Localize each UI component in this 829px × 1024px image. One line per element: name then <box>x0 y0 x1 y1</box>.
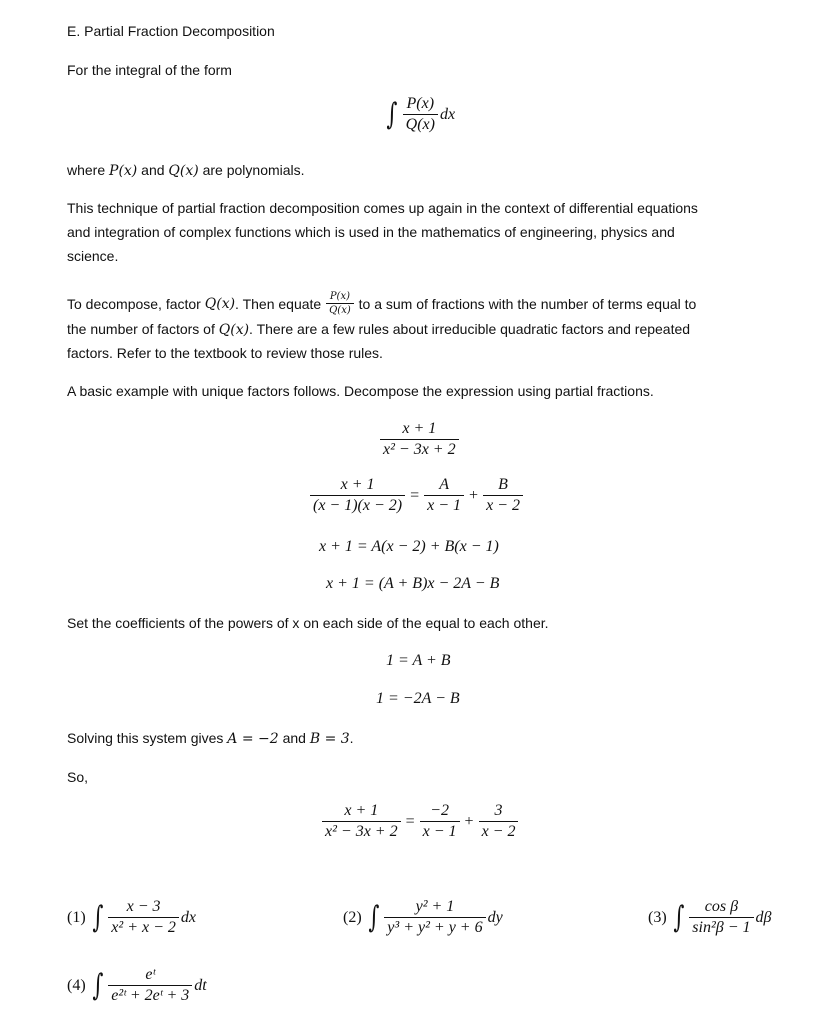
denominator: x − 1 <box>424 495 464 515</box>
math-text: are polynomials. <box>198 162 305 178</box>
math-text: dx <box>180 908 196 926</box>
problem-1 <box>67 898 196 937</box>
math-text: . There are a few rules about irreducible quadratic factors and repeated <box>249 321 691 337</box>
denominator: sin²β − 1 <box>689 917 753 937</box>
numerator: eᵗ <box>145 966 156 983</box>
integral-sign: ∫ <box>92 900 103 935</box>
para1-line1: This technique of partial fraction decomposition comes up again in the context of differential equations <box>67 200 698 216</box>
fraction <box>108 898 179 937</box>
math-text: where <box>67 162 110 178</box>
problem-3 <box>648 898 772 937</box>
integral-sign: ∫ <box>673 900 684 935</box>
operator: + <box>469 486 479 504</box>
para2-line3: factors. Refer to the textbook to review those rules. <box>67 345 383 361</box>
fraction <box>403 95 438 134</box>
math-text: B = 3 <box>309 731 350 747</box>
problem-label: (1) <box>67 908 86 926</box>
numerator: A <box>439 476 449 493</box>
denominator: x² − 3x + 2 <box>322 821 401 841</box>
fraction <box>326 291 354 316</box>
math-text: to a sum of fractions with the number of terms equal to <box>354 295 697 312</box>
math-text: Q(x) <box>218 322 250 338</box>
expression-eq5: 1 = A + B <box>386 652 451 669</box>
integral-sign: ∫ <box>386 97 398 132</box>
problem-label: (4) <box>67 976 86 994</box>
differential: dx <box>439 105 456 123</box>
math-text: P(x) <box>109 163 138 179</box>
fraction <box>483 476 523 515</box>
operator: + <box>464 812 474 830</box>
denominator: x − 2 <box>483 495 523 515</box>
expression-eq1 <box>378 420 461 459</box>
denominator: Q(x) <box>403 114 438 134</box>
solving-text <box>67 729 354 748</box>
denominator: (x − 1)(x − 2) <box>310 495 405 515</box>
fraction <box>380 420 459 459</box>
fraction <box>322 802 401 841</box>
example-intro: A basic example with unique factors follows. Decompose the expression using partial fractions. <box>67 383 654 399</box>
math-text: Solving this system gives <box>67 730 228 746</box>
numerator: P(x) <box>329 291 350 302</box>
fraction <box>424 476 464 515</box>
denominator: x − 2 <box>479 821 519 841</box>
numerator: x + 1 <box>344 802 379 819</box>
expression-eq3: x + 1 = A(x − 2) + B(x − 1) <box>319 538 499 555</box>
denominator: x² + x − 2 <box>108 917 179 937</box>
math-text: Q(x) <box>204 295 236 312</box>
fraction <box>689 898 753 937</box>
integral-sign: ∫ <box>92 968 103 1003</box>
para1-line3: science. <box>67 248 119 264</box>
coefficients-text: Set the coefficients of the powers of x on each side of the equal to each other. <box>67 615 549 631</box>
math-text: dy <box>487 908 503 926</box>
numerator: x − 3 <box>126 898 161 915</box>
integral-sign: ∫ <box>368 900 379 935</box>
fraction <box>479 802 519 841</box>
final-result <box>320 802 520 841</box>
expression-eq6: 1 = −2A − B <box>376 690 460 707</box>
para1-line2: and integration of complex functions which is used in the mathematics of engineering, physics and <box>67 224 675 240</box>
denominator: x − 1 <box>420 821 460 841</box>
math-text: and <box>278 730 310 746</box>
math-text: and <box>137 162 169 178</box>
numerator: −2 <box>430 802 449 819</box>
operator: = <box>410 486 420 504</box>
fraction <box>420 802 460 841</box>
para2-line2 <box>67 320 690 339</box>
denominator: x² − 3x + 2 <box>380 439 459 459</box>
math-text: . Then equate <box>235 295 326 312</box>
fraction <box>384 898 485 937</box>
numerator: x + 1 <box>340 476 375 493</box>
denominator: y³ + y² + y + 6 <box>384 917 485 937</box>
math-text: . <box>349 730 354 746</box>
operator: = <box>405 812 415 830</box>
math-text: To decompose, factor <box>67 295 205 312</box>
expression-eq2 <box>308 476 525 515</box>
math-text: Q(x) <box>168 163 199 179</box>
math-text: dβ <box>755 908 772 926</box>
denominator: Q(x) <box>326 303 354 316</box>
fraction <box>108 966 192 1005</box>
denominator: e²ᵗ + 2eᵗ + 3 <box>108 985 192 1005</box>
problem-4 <box>67 966 207 1005</box>
intro-text: For the integral of the form <box>67 62 232 78</box>
math-text: the number of factors of <box>67 321 219 337</box>
numerator: y² + 1 <box>415 898 455 915</box>
section-title: E. Partial Fraction Decomposition <box>67 23 275 39</box>
problem-label: (2) <box>343 908 362 926</box>
numerator: x + 1 <box>402 420 437 437</box>
problem-label: (3) <box>648 908 667 926</box>
where-text <box>67 161 305 180</box>
para2-line1 <box>67 291 696 316</box>
problem-2 <box>343 898 503 937</box>
integral-form <box>383 95 455 134</box>
expression-eq4: x + 1 = (A + B)x − 2A − B <box>326 575 500 592</box>
so-text: So, <box>67 769 89 785</box>
numerator: 3 <box>494 802 503 819</box>
math-text: A = −2 <box>227 731 279 747</box>
numerator: B <box>498 476 508 493</box>
fraction <box>310 476 405 515</box>
numerator: cos β <box>704 898 739 915</box>
numerator: P(x) <box>406 95 435 112</box>
math-text: dt <box>194 976 207 994</box>
